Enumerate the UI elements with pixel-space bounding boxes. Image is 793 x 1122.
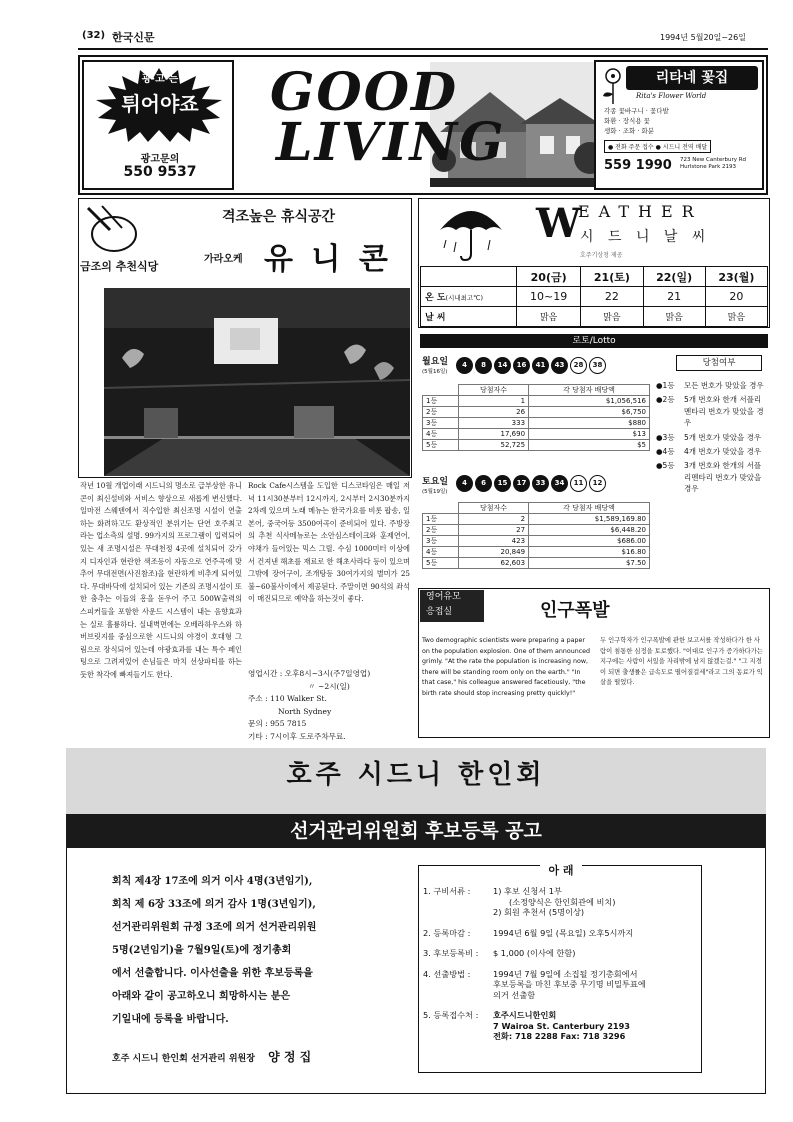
annex-item [423, 948, 701, 959]
notice-signer-name: 양 정 집 [268, 1050, 312, 1064]
hours-label: 영업시간 [248, 669, 278, 678]
lotto-header-row [423, 385, 650, 396]
rank-item [656, 432, 768, 443]
temp-value: 21 [643, 287, 705, 307]
annex-values [493, 1010, 630, 1042]
lotto-winners: 20,849 [459, 547, 529, 558]
lotto-header-blank [423, 385, 459, 396]
population-english: Two demographic scientists were preparing a paper on the population explosion. One of them announced grimly. "At the rate the population is increasing now, there will be standing room only on the earth." "In that case," his colleague answered facetiously, "the birth rate should stop increasing pretty quickly!" [422, 637, 591, 697]
rank-item [656, 394, 768, 428]
lotto-ball: 14 [494, 357, 511, 374]
table-row [423, 525, 650, 536]
flower-icon [600, 66, 626, 106]
cond-value: 맑음 [643, 307, 705, 327]
annex-label: 2. 등록마감 : [423, 927, 471, 938]
table-row [423, 547, 650, 558]
lotto-mon-table [422, 384, 650, 451]
population-tag-2: 응접실 [426, 607, 453, 617]
temp-label-text: 온 도 [425, 293, 446, 303]
lotto-sat-balls [456, 470, 608, 492]
rank-label: ●5등 [656, 461, 675, 471]
lotto-ball: 41 [532, 357, 549, 374]
notice-signer-title: 호주 시드니 한인회 선거관리 위원장 [112, 1054, 255, 1064]
cond-value: 맑음 [705, 307, 767, 327]
annex-value: 의거 선출함 [493, 989, 536, 1000]
advert-box [82, 60, 234, 190]
lotto-winners: 423 [459, 536, 529, 547]
weather-day: 21(토) [581, 267, 643, 287]
notice-line: 5명(2년임기)을 7월9일(토)에 정기총회 [112, 945, 292, 956]
address-label: 주소 [248, 694, 263, 704]
lotto-header-blank [423, 503, 459, 514]
lotto-col-winners: 당첨자수 [459, 385, 529, 396]
annex-items [423, 886, 701, 1042]
lotto-winners: 1 [459, 396, 529, 407]
annex-item [423, 886, 701, 918]
lotto-amount: $5 [529, 440, 650, 451]
notice-line: 에서 선출합니다. 이사선출을 위한 후보등록을 [112, 968, 313, 979]
lotto-amount: $13 [529, 429, 650, 440]
weather-day: 23(월) [705, 267, 767, 287]
lotto-mon-date: (5월16일) [422, 369, 448, 375]
temp-value: 10~19 [517, 287, 581, 307]
notice-line: 회칙 제 6장 33조에 의거 감사 1명(3년임기), [112, 899, 316, 910]
hours-row: 영업시간 : 오후8시~3시(주7일영업) [248, 669, 371, 678]
flower-item: 생화 · 조화 · 화분 [604, 127, 655, 135]
cond-value: 맑음 [581, 307, 643, 327]
lotto-bonus-ball: 11 [570, 475, 587, 492]
table-row [423, 440, 650, 451]
restaurant-article-col-1: 작년 10월 개업이래 시드니의 명소로 급부상한 유니콘이 최신설비와 서비스 향상으로 새롭게 변신했다. 일마전 스웨덴에서 직수입한 최신조명 시설이 연출하는 화려하고도 환상적인 분위기는 단연 호주최고라는 업소측의 설명. 99가지의 프로그램이 입력되어 있는 새 조명시설은 무대천정 4곳에 설치되어 갖가지 디자인과 현란한 색조등이 자동으로 연주곡에 맞추어 무대전면(사진참조)을 현란하게 비추게 되어있다. 무대바닥에 설치되어 있는 기존의 조명시설이 또한 춤추는 이들의 흥을 돋우어 주고 500W출력의 스피커들을 포함한 사운드 시스템이 내는 음향효과는 실로 훌륭하다. 실내벽면에는 오베라하우스와 하버브릿지를 중심으로한 시드니의 야경이 호대형 그림으로 장식되어 있는데 야광효과를 내는 특수 페인팅으로 그려져있어 손님들은 마치 선상파티를 하는듯한 착각에 빠져들기도 한다. [80, 481, 242, 679]
address-row-2: North Sydney [278, 706, 332, 716]
lotto-bonus-ball: 38 [589, 357, 606, 374]
notice-signer [112, 1048, 311, 1065]
flower-item: 각종 꽃바구니 · 꽃다발 [604, 107, 669, 115]
lotto-winners: 27 [459, 525, 529, 536]
notice-body [112, 870, 412, 1031]
rank-title: 당첨여부 [676, 355, 762, 371]
restaurant-name: 유 니 콘 [264, 242, 392, 277]
table-row [423, 396, 650, 407]
lotto-mon-label: 월요일 [422, 357, 449, 367]
lotto-amount: $16.80 [529, 547, 650, 558]
table-row [423, 558, 650, 569]
flower-shop-service: ● 전화 주문 접수 ● 시드니 전역 배달 [604, 140, 711, 153]
lotto-rank: 3등 [423, 536, 459, 547]
rank-item [656, 446, 768, 457]
weather-table [420, 266, 768, 327]
restaurant-logo-text: 금조의 추천식당 [80, 260, 159, 273]
ad-phone: 550 9537 [123, 164, 197, 180]
weather-title-kr: 시 드 니 날 씨 [580, 229, 711, 245]
lotto-ball: 4 [456, 475, 473, 492]
cond-value: 맑음 [517, 307, 581, 327]
lotto-sat-table [422, 502, 650, 569]
lotto-rank: 4등 [423, 547, 459, 558]
lotto-rank: 2등 [423, 525, 459, 536]
annex-value: (소정양식은 한인회관에 비치) [509, 896, 616, 907]
flower-shop-items [604, 106, 669, 136]
lotto-rank: 1등 [423, 514, 459, 525]
restaurant-info [248, 668, 414, 744]
lotto-rank: 4등 [423, 429, 459, 440]
lotto-sat-label: 토요일 [422, 477, 449, 487]
notice-line: 회칙 제4장 17조에 의거 이사 4명(3년임기), [112, 876, 313, 887]
phone-row: 문의 : 955 7815 [248, 719, 307, 729]
restaurant-tagline: 격조높은 휴식공간 [222, 209, 336, 225]
weather-title-initial: W [536, 200, 581, 247]
lotto-ball: 8 [475, 357, 492, 374]
notice-annex [418, 865, 702, 1073]
rank-label: ●1등 [656, 381, 675, 390]
lotto-header-row [423, 503, 650, 514]
lotto-ball: 43 [551, 357, 568, 374]
rank-desc: 5개 번호가 맞았을 경우 [684, 432, 762, 442]
lotto-amount: $686.00 [529, 536, 650, 547]
rank-desc: 모든 번호가 맞았을 경우 [684, 381, 764, 390]
annex-title: 아 래 [540, 864, 581, 877]
lotto-amount: $6,750 [529, 407, 650, 418]
flower-item: 화환 · 장식용 꽃 [604, 117, 650, 125]
table-row [423, 429, 650, 440]
lotto-amount: $6,448.20 [529, 525, 650, 536]
hours-value-2: ~2시(일) [318, 681, 350, 691]
lotto-col-amount: 각 당첨자 배당액 [529, 503, 650, 514]
flower-shop-address [680, 157, 746, 171]
annex-item [423, 969, 701, 1001]
other-value: 7시이후 도로주차무료. [270, 731, 346, 741]
issue-date: 1994년 5월20일~26일 [660, 33, 746, 42]
lotto-ball: 15 [494, 475, 511, 492]
annex-item [423, 928, 701, 939]
lotto-winners: 52,725 [459, 440, 529, 451]
rank-item [656, 380, 768, 391]
other-row: 기타 : 7시이후 도로주차무료. [248, 731, 346, 741]
annex-value: 전화: 718 2288 Fax: 718 3296 [493, 1031, 626, 1041]
lotto-sat-date: (5월19일) [422, 489, 448, 495]
flower-shop-subtitle: Rita's Flower World [636, 92, 707, 100]
umbrella-icon [436, 200, 506, 262]
page-number: (32) [82, 30, 106, 41]
annex-item [423, 1010, 701, 1042]
rank-label: ●2등 [656, 395, 675, 405]
weather-corner-cell [421, 267, 517, 287]
rank-item [656, 460, 768, 494]
lotto-winners: 17,690 [459, 429, 529, 440]
flower-shop-name: 리타네 꽃집 [626, 66, 758, 90]
population-korean: 두 인구학자가 인구폭발에 관한 보고서를 작성하다가 한 사람이 침통한 심정을 토로했다. "이대로 인구가 증가하다가는 지구에는 사람이 서있을 자리밖에 남지 않겠는걸." "그 지경이 되면 출생률은 급속도로 떨어질걸세"라고 그의 동료가 익살을 떨었다. [600, 637, 763, 687]
restaurant-article-col-2: Rock Cafe시스템을 도입한 디스코타임은 매일 저녁 11시30분부터 12시까지, 2시부터 2시30분까지 2차례 있으며 노래 메뉴는 한국가요를 비롯 팝송, 일본어, 중국어등 3500여곡이 준비되어 있다. 주방장의 추천 식사메뉴로는 소안심스테이크와 훈제연어, 야채가 들어있는 믹스 그릴. 수심 1000미터 이상에서 건져낸 해초를 재료로 한 해초사라다 등이 있으며 그밖에 장어구이, 조개탕등 30여가지의 별미가 25불~60불사이에서 제공된다. 주말이면 90석의 좌석이 매진되므로 예약을 하는것이 좋다. [248, 481, 410, 604]
annex-title-wrap [419, 859, 703, 878]
karaoke-label: 가라오케 [204, 254, 243, 265]
lotto-ball: 33 [532, 475, 549, 492]
header-rule [78, 48, 768, 50]
annex-values [493, 969, 646, 1001]
notice-org: 호주 시드니 한인회 [286, 760, 546, 790]
lotto-rank: 3등 [423, 418, 459, 429]
phone-value: 955 7815 [270, 719, 307, 729]
population-tag-1: 영어유모 [426, 592, 461, 602]
lotto-winners: 2 [459, 514, 529, 525]
weather-header-row [421, 267, 768, 287]
table-row [423, 407, 650, 418]
ad-line-2: 튀어야죠 [121, 92, 199, 116]
notice-line: 기일내에 등록을 바랍니다. [112, 1014, 229, 1025]
lotto-col-winners: 당첨자수 [459, 503, 529, 514]
population-tag [420, 590, 484, 622]
lotto-amount: $7.50 [529, 558, 650, 569]
annex-label: 1. 구비서류 : [423, 886, 471, 896]
temp-value: 20 [705, 287, 767, 307]
banner-title-line-2: LIVING [276, 112, 506, 173]
flower-shop-phone: 559 1990 [604, 158, 672, 173]
lotto-rank: 1등 [423, 396, 459, 407]
lotto-rank: 2등 [423, 407, 459, 418]
lotto-rank: 5등 [423, 440, 459, 451]
annex-value: $ 1,000 (이사에 한함) [493, 948, 576, 958]
lotto-title: 로토/Lotto [420, 334, 768, 348]
table-row [423, 514, 650, 525]
lotto-rank: 5등 [423, 558, 459, 569]
lotto-ball: 6 [475, 475, 492, 492]
temp-label [421, 287, 517, 307]
weather-title-rest: EATHER [578, 202, 703, 221]
table-row [423, 536, 650, 547]
table-row [423, 418, 650, 429]
rank-desc: 5개 번호와 한개 서플리멘타리 번호가 맞았을 경우 [684, 395, 764, 428]
annex-value: 호주시드니한인회 [493, 1010, 557, 1020]
weather-temp-row [421, 287, 768, 307]
lotto-amount: $1,056,516 [529, 396, 650, 407]
lotto-col-amount: 각 당첨자 배당액 [529, 385, 650, 396]
lotto-bonus-ball: 28 [570, 357, 587, 374]
address-value: 110 Walker St. [270, 694, 327, 704]
annex-value: 7 Wairoa St. Canterbury 2193 [493, 1020, 630, 1031]
annex-value: 2) 회원 추천서 (5명이상) [493, 907, 585, 917]
weather-cond-row [421, 307, 768, 327]
lotto-ball: 16 [513, 357, 530, 374]
address-line: Hurlstone Park 2193 [680, 164, 737, 170]
dish-logo-icon [82, 204, 142, 256]
lotto-ball: 34 [551, 475, 568, 492]
annex-value: 1994년 7월 9일에 소집될 정기총회에서 [493, 968, 638, 979]
notice-title: 선거관리위원회 후보등록 공고 [66, 814, 766, 848]
annex-value: 1) 후보 신청서 1부 [493, 886, 562, 896]
lotto-winners: 26 [459, 407, 529, 418]
flower-shop-ad [594, 60, 764, 190]
lotto-ball: 4 [456, 357, 473, 374]
annex-label: 4. 선출방법 : [423, 968, 471, 979]
temp-value: 22 [581, 287, 643, 307]
other-label: 기타 [248, 731, 263, 741]
rank-desc: 4개 번호가 맞았을 경우 [684, 447, 762, 457]
address-line: 723 New Canterbury Rd [680, 157, 747, 163]
annex-value: 후보등록을 마친 후보중 무기명 비밀투표에 [493, 979, 646, 989]
lotto-winners: 333 [459, 418, 529, 429]
annex-label: 3. 후보등록비 : [423, 948, 479, 958]
banner-title [270, 62, 506, 173]
lotto-winners: 62,603 [459, 558, 529, 569]
annex-value: 1994년 6월 9일 (목요일) 오후5시까지 [493, 927, 634, 938]
ad-contact-label: 광고문의 [140, 154, 180, 165]
hours-row-2: 〃 ~2시(일) [308, 681, 350, 691]
lotto-amount: $880 [529, 418, 650, 429]
temp-unit: (시내최고℃) [445, 294, 484, 302]
weather-day: 22(일) [643, 267, 705, 287]
rank-desc: 3개 번호와 한개의 서플리멘타리 번호가 맞았을 경우 [684, 461, 762, 494]
lotto-ball: 17 [513, 475, 530, 492]
annex-values [493, 886, 616, 918]
weather-note: 호주기상청 제공 [580, 252, 623, 259]
notice-line: 아래와 같이 공고하오니 희망하시는 분은 [112, 991, 291, 1002]
ad-line-1: 광·고·는 [141, 74, 179, 85]
lotto-mon-balls [456, 352, 608, 374]
rank-list [656, 380, 768, 495]
rank-label: ●3등 [656, 432, 675, 442]
lotto-amount: $1,589,169.80 [529, 514, 650, 525]
phone-label: 문의 [248, 719, 263, 729]
weather-day: 20(금) [517, 267, 581, 287]
cond-label: 날 씨 [421, 307, 517, 327]
notice-line: 선거관리위원회 규정 3조에 의거 선거관리위원 [112, 922, 317, 933]
rank-label: ●4등 [656, 447, 675, 457]
banner-title-line-1: GOOD [270, 62, 459, 123]
paper-name: 한국신문 [112, 31, 155, 44]
hours-value: 오후8시~3시(주7일영업) [284, 669, 371, 678]
address-row: 주소 : 110 Walker St. [248, 694, 327, 704]
restaurant-interior-photo [104, 288, 410, 476]
population-title: 인구폭발 [540, 600, 610, 621]
annex-label: 5. 등록접수처 : [423, 1010, 479, 1020]
lotto-bonus-ball: 12 [589, 475, 606, 492]
